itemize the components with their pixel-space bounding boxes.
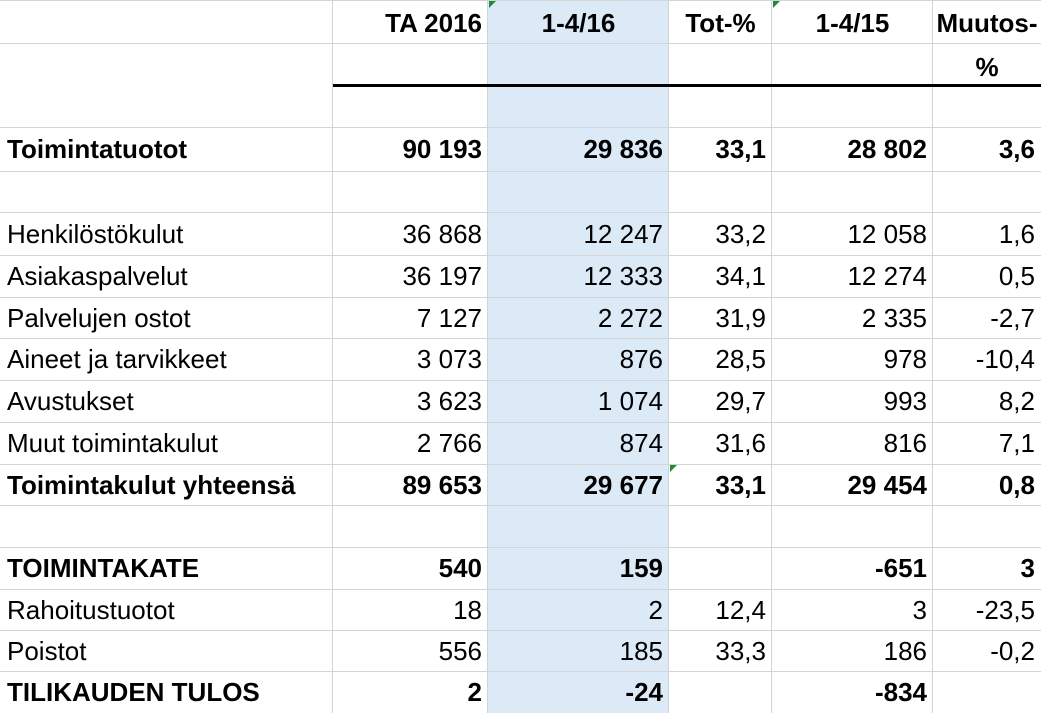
table-row: [0, 590, 1041, 630]
cell-p15[interactable]: 3: [912, 594, 927, 625]
cell-muutos[interactable]: 3,6: [998, 134, 1035, 164]
cell-p15[interactable]: -651: [874, 553, 927, 583]
cell-ta[interactable]: 89 653: [402, 469, 482, 500]
cell-p16[interactable]: 185: [619, 635, 663, 666]
cell-ta[interactable]: 2 766: [416, 428, 482, 458]
cell-tot[interactable]: 31,9: [715, 302, 766, 333]
cell-ta[interactable]: 540: [438, 553, 482, 583]
table-row: [0, 381, 1041, 422]
header-1-4-15[interactable]: 1-4/15: [815, 7, 890, 38]
cell-ta[interactable]: 18: [453, 594, 482, 625]
table-row: [0, 465, 1041, 505]
cell-p15[interactable]: 29 454: [847, 469, 927, 500]
table-row: [0, 213, 1041, 255]
table-row: [0, 128, 1041, 171]
cell-p16[interactable]: 2: [648, 594, 663, 625]
cell-p16[interactable]: 29 836: [583, 134, 663, 164]
cell-p15[interactable]: 816: [883, 428, 927, 458]
row-label[interactable]: Poistot: [7, 635, 87, 666]
row-label[interactable]: Palvelujen ostot: [7, 302, 191, 333]
cell-muutos[interactable]: -23,5: [975, 594, 1035, 625]
row-label[interactable]: Aineet ja tarvikkeet: [7, 344, 227, 374]
cell-p15[interactable]: 993: [883, 386, 927, 416]
cell-ta[interactable]: 556: [438, 635, 482, 666]
cell-tot[interactable]: 33,2: [715, 218, 766, 249]
cell-ta[interactable]: 36 868: [402, 218, 482, 249]
row-label[interactable]: TILIKAUDEN TULOS: [7, 677, 260, 707]
header-ta-2016[interactable]: TA 2016: [385, 7, 482, 38]
cell-p16[interactable]: 12 247: [583, 218, 663, 249]
table-row: [0, 339, 1041, 380]
cell-tot[interactable]: 33,1: [715, 469, 766, 500]
header-muutos-percent[interactable]: %: [975, 51, 999, 82]
header-1-4-16[interactable]: 1-4/16: [541, 7, 616, 38]
table-row: [0, 298, 1041, 338]
cell-tot[interactable]: 33,1: [715, 134, 766, 164]
cell-tot[interactable]: 31,6: [715, 428, 766, 458]
table-row: [0, 672, 1041, 713]
row-label[interactable]: Avustukset: [7, 386, 134, 416]
cell-p15[interactable]: 2 335: [861, 302, 927, 333]
cell-muutos[interactable]: 0,8: [998, 469, 1035, 500]
cell-tot[interactable]: 34,1: [715, 261, 766, 291]
row-label[interactable]: Toimintakulut yhteensä: [7, 469, 296, 500]
comment-indicator[interactable]: [773, 1, 780, 8]
cell-muutos[interactable]: 8,2: [998, 386, 1035, 416]
row-label[interactable]: TOIMINTAKATE: [7, 553, 200, 583]
cell-tot[interactable]: 33,3: [715, 635, 766, 666]
row-label[interactable]: Muut toimintakulut: [7, 428, 218, 458]
cell-muutos[interactable]: 7,1: [998, 428, 1035, 458]
cell-tot[interactable]: 12,4: [715, 594, 766, 625]
header-row: [0, 2, 1041, 44]
cell-p16[interactable]: 1 074: [597, 386, 663, 416]
table-row: [0, 256, 1041, 297]
header-muutos[interactable]: Muutos-: [936, 7, 1038, 38]
gridline-h: [0, 0, 1041, 1]
cell-ta[interactable]: 3 623: [416, 386, 482, 416]
cell-p15[interactable]: 28 802: [847, 134, 927, 164]
cell-muutos[interactable]: -0,2: [990, 635, 1035, 666]
cell-p16[interactable]: 876: [619, 344, 663, 374]
cell-ta[interactable]: 90 193: [402, 134, 482, 164]
cell-tot[interactable]: [669, 548, 772, 589]
cell-p15[interactable]: 978: [883, 344, 927, 374]
cell-p15[interactable]: 12 274: [847, 261, 927, 291]
gridline-h: [0, 505, 1041, 506]
cell-ta[interactable]: 3 073: [416, 344, 482, 374]
table-row: [0, 548, 1041, 589]
cell-muutos[interactable]: [933, 672, 1041, 713]
cell-muutos[interactable]: -10,4: [975, 344, 1035, 374]
cell-p16[interactable]: 12 333: [583, 261, 663, 291]
cell-tot[interactable]: 28,5: [715, 344, 766, 374]
cell-p15[interactable]: 186: [883, 635, 927, 666]
cell-ta[interactable]: 36 197: [402, 261, 482, 291]
cell-p16[interactable]: -24: [625, 677, 663, 707]
row-label[interactable]: Rahoitustuotot: [7, 594, 175, 625]
cell-muutos[interactable]: 1,6: [998, 218, 1035, 249]
cell-p15[interactable]: 12 058: [847, 218, 927, 249]
table-row: [0, 631, 1041, 671]
row-label[interactable]: Asiakaspalvelut: [7, 261, 188, 291]
comment-indicator[interactable]: [489, 1, 496, 8]
row-label[interactable]: Toimintatuotot: [7, 134, 188, 164]
cell-p15[interactable]: -834: [874, 677, 927, 707]
cell-ta[interactable]: 7 127: [416, 302, 482, 333]
row-label[interactable]: Henkilöstökulut: [7, 218, 184, 249]
cell-tot[interactable]: [669, 672, 772, 713]
table-row: [0, 423, 1041, 464]
header-row-2: [0, 46, 1041, 88]
cell-ta[interactable]: 2: [467, 677, 482, 707]
cell-p16[interactable]: 159: [619, 553, 663, 583]
cell-p16[interactable]: 29 677: [583, 469, 663, 500]
cell-muutos[interactable]: 0,5: [998, 261, 1035, 291]
cell-p16[interactable]: 2 272: [597, 302, 663, 333]
cell-tot[interactable]: 29,7: [715, 386, 766, 416]
cell-muutos[interactable]: -2,7: [990, 302, 1035, 333]
header-tot-percent[interactable]: Tot-%: [685, 7, 756, 38]
cell-p16[interactable]: 874: [619, 428, 663, 458]
gridline-h: [0, 171, 1041, 172]
cell-muutos[interactable]: 3: [1020, 553, 1035, 583]
